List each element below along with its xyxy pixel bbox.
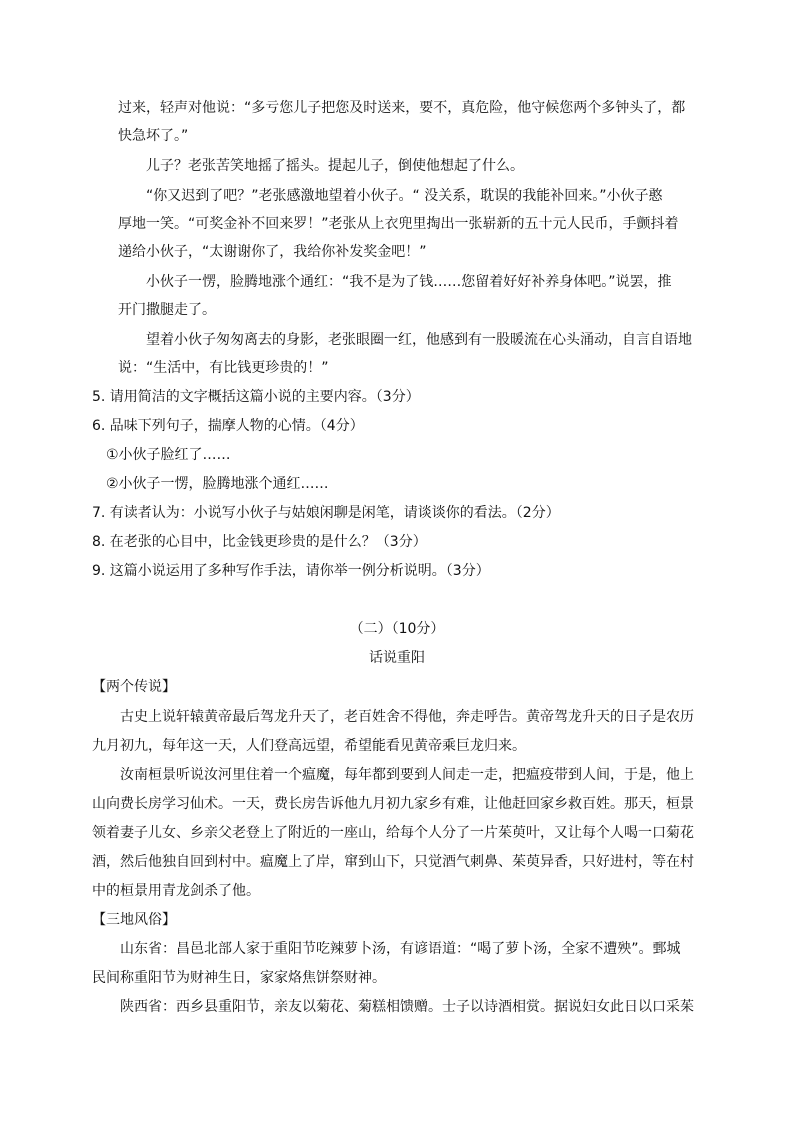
legends-heading: 【两个传说】 xyxy=(92,679,176,695)
legend2-line-4: 酒，然后他独自回到村中。瘟魔上了岸，窜到山下，只觉酒气刺鼻、茱萸异香，只好进村，等在村 xyxy=(92,854,694,870)
legend1-line-1: 古史上说轩辕黄帝最后驾龙升天了，老百姓舍不得他，奔走呼告。黄帝驾龙升天的日子是农历 xyxy=(120,709,694,725)
legend2-line-2: 山向费长房学习仙术。一天，费长房告诉他九月初九家乡有难，让他赶回家乡救百姓。那天，桓景 xyxy=(92,796,694,812)
story-p4-line-2: 开门撒腿走了。 xyxy=(118,302,216,318)
story-p5-line-2: 说：“生活中，有比钱更珍贵的！” xyxy=(118,360,329,376)
story-p1-line-1: 过来，轻声对他说：“多亏您儿子把您及时送来，要不，真危险，他守候您两个多钟头了，都 xyxy=(118,100,686,116)
question-6-item-2: ②小伙子一愣，脸腾地涨个通红…… xyxy=(106,476,329,492)
question-6-item-1: ①小伙子脸红了…… xyxy=(106,447,231,463)
question-9: 9. 这篇小说运用了多种写作手法，请你举一例分析说明。（3分） xyxy=(92,563,490,579)
section-title: 话说重阳 xyxy=(369,650,425,666)
story-p3-line-1: “你又迟到了吧？”老张感激地望着小伙子。“ 没关系，耽误的我能补回来。”小伙子憨 xyxy=(146,188,663,204)
shaanxi-line-1: 陕西省：西乡县重阳节，亲友以菊花、菊糕相馈赠。士子以诗酒相赏。据说妇女此日以口采茱 xyxy=(120,999,694,1015)
legend2-line-5: 中的桓景用青龙剑杀了他。 xyxy=(92,883,260,899)
question-7: 7. 有读者认为：小说写小伙子与姑娘闲聊是闲笔，请谈谈你的看法。（2分） xyxy=(92,505,560,521)
question-8: 8. 在老张的心目中，比金钱更珍贵的是什么？（3分） xyxy=(92,534,427,550)
story-p4-line-1: 小伙子一愣，脸腾地涨个通红：“我不是为了钱……您留着好好补养身体吧。”说罢，推 xyxy=(146,274,672,290)
story-p1-line-2: 快急坏了。” xyxy=(118,128,189,144)
question-5: 5. 请用简洁的文字概括这篇小说的主要内容。（3分） xyxy=(92,389,420,405)
story-p3-line-2: 厚地一笑。“可奖金补不回来罗！”老张从上衣兜里掏出一张崭新的五十元人民币，手颤抖着 xyxy=(118,216,679,232)
story-p2-line-1: 儿子？老张苦笑地摇了摇头。提起儿子，倒使他想起了什么。 xyxy=(146,158,524,174)
legend2-line-3: 领着妻子儿女、乡亲父老登上了附近的一座山，给每个人分了一片茱萸叶，又让每个人喝一口菊花 xyxy=(92,825,694,841)
legend2-line-1: 汝南桓景听说汝河里住着一个瘟魔，每年都到要到人间走一走，把瘟疫带到人间，于是，他上 xyxy=(120,767,694,783)
story-p3-line-3: 递给小伙子，“太谢谢你了，我给你补发奖金吧！” xyxy=(118,244,427,260)
section-heading: （二）（10分） xyxy=(349,621,445,637)
customs-heading: 【三地风俗】 xyxy=(92,912,176,928)
shandong-line-2: 民间称重阳节为财神生日，家家烙焦饼祭财神。 xyxy=(92,970,386,986)
shandong-line-1: 山东省：昌邑北部人家于重阳节吃辣萝卜汤，有谚语道：“喝了萝卜汤，全家不遭殃”。鄄城 xyxy=(120,941,681,957)
story-p5-line-1: 望着小伙子匆匆离去的身影，老张眼圈一红，他感到有一股暖流在心头涌动，自言自语地 xyxy=(146,332,692,348)
legend1-line-2: 九月初九，每年这一天，人们登高远望，希望能看见黄帝乘巨龙归来。 xyxy=(92,738,526,754)
question-6: 6. 品味下列句子，揣摩人物的心情。（4分） xyxy=(92,418,364,434)
